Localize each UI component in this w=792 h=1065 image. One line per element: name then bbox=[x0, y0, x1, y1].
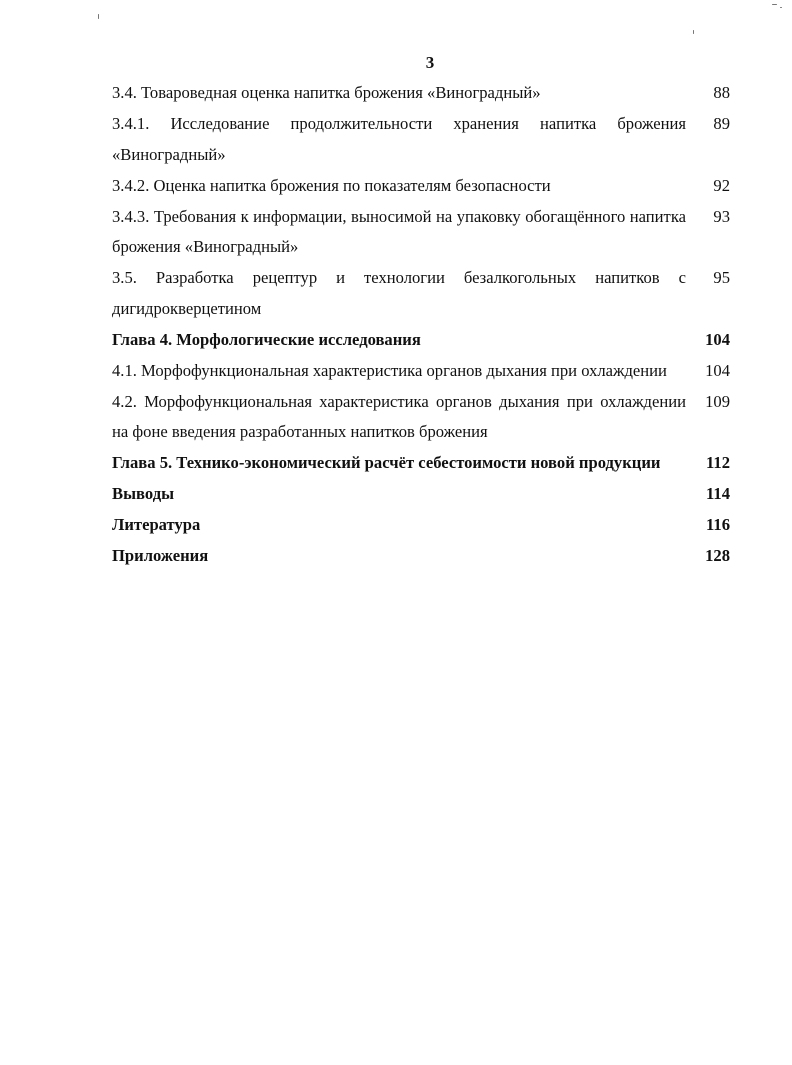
table-of-contents bbox=[112, 78, 730, 572]
toc-entry bbox=[112, 78, 730, 109]
toc-entry bbox=[112, 356, 730, 387]
toc-entry-page: 88 bbox=[713, 83, 730, 102]
toc-entry-title: 3.4.3. Требования к информации, выносимой на упаковку обогащённого напитка брожения «Виноградный» bbox=[112, 206, 686, 257]
toc-entry-page: 104 bbox=[705, 329, 730, 349]
toc-chapter-entry bbox=[112, 325, 730, 356]
toc-entry-title: Глава 4. Морфологические исследования bbox=[112, 329, 421, 349]
toc-entry-page: 93 bbox=[713, 206, 730, 226]
toc-entry bbox=[112, 387, 730, 448]
toc-entry-title: 3.4.2. Оценка напитка брожения по показателям безопасности bbox=[112, 175, 551, 195]
toc-chapter-entry bbox=[112, 541, 730, 572]
toc-entry-title: Выводы bbox=[112, 484, 175, 504]
toc-entry bbox=[112, 202, 730, 263]
page-number: 3 bbox=[425, 53, 435, 72]
toc-entry-title: 3.5. Разработка рецептур и технологии безалкогольных напитков с дигидрокверцетином bbox=[112, 268, 686, 318]
scan-speck bbox=[780, 7, 782, 8]
toc-entry-title: 4.2. Морфофункциональная характеристика органов дыхания при охлаждении на фоне введения разработанных напитков брожения bbox=[112, 391, 686, 442]
toc-entry-title: Литература bbox=[112, 515, 201, 535]
toc-chapter-entry bbox=[112, 479, 730, 510]
scan-speck bbox=[693, 30, 694, 34]
toc-entry-title: Глава 5. Технико-экономический расчёт себестоимости новой продукции bbox=[112, 453, 661, 473]
toc-entry-title: 3.4. Товароведная оценка напитка брожения «Виноградный» bbox=[112, 83, 541, 102]
toc-entry-page: 109 bbox=[705, 391, 730, 411]
toc-entry bbox=[112, 109, 730, 170]
scan-speck bbox=[772, 4, 777, 5]
toc-entry-page: 95 bbox=[713, 268, 730, 288]
toc-chapter-entry bbox=[112, 448, 730, 479]
toc-entry-page: 128 bbox=[705, 546, 730, 566]
toc-entry-page: 112 bbox=[706, 453, 730, 473]
toc-entry-page: 114 bbox=[706, 484, 730, 504]
toc-chapter-entry bbox=[112, 510, 730, 541]
toc-entry-page: 104 bbox=[705, 360, 730, 380]
toc-entry bbox=[112, 171, 730, 202]
toc-entry-page: 92 bbox=[713, 175, 730, 195]
toc-entry-title: Приложения bbox=[112, 546, 209, 566]
toc-entry-page: 116 bbox=[706, 515, 730, 535]
toc-entry bbox=[112, 263, 730, 324]
toc-entry-title: 4.1. Морфофункциональная характеристика органов дыхания при охлаждении bbox=[112, 360, 667, 380]
scan-speck bbox=[98, 14, 99, 19]
toc-entry-title: 3.4.1. Исследование продолжительности хранения напитка брожения «Виноградный» bbox=[112, 113, 686, 164]
toc-entry-page: 89 bbox=[713, 113, 730, 133]
